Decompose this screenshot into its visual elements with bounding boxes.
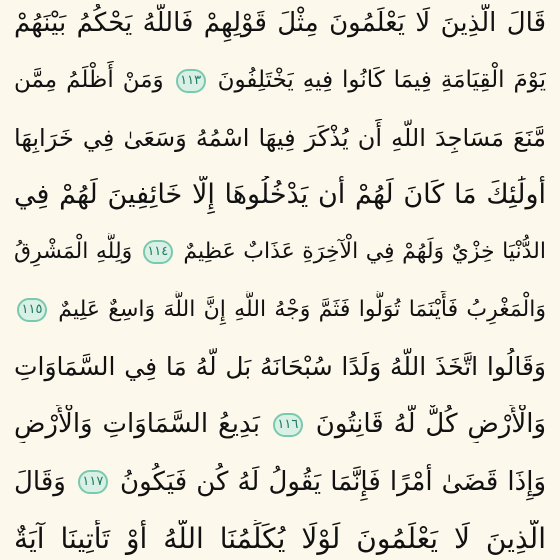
ayah-number-marker: ١١٤ [143, 240, 173, 264]
verse-line-8 [14, 405, 546, 443]
verse-line-6 [14, 291, 546, 329]
line-text: أُولَٰئِكَ مَا كَانَ لَهُمْ أَن يَدْخُلُوهَا إِلَّا خَائِفِينَ لَهُمْ فِي [14, 178, 546, 210]
ayah-number-marker: ١١٧ [78, 470, 108, 494]
verse-line-4 [14, 176, 546, 214]
line-text: مَّنَعَ مَسَاجِدَ اللَّهِ أَن يُذْكَرَ فِيهَا اسْمُهُ وَسَعَىٰ فِي خَرَابِهَا [14, 123, 546, 152]
line-text: وَقَالُوا اتَّخَذَ اللَّهُ وَلَدًا سُبْحَانَهُ بَل لَّهُ مَا فِي السَّمَاوَاتِ [14, 351, 546, 381]
line-text: الدُّنْيَا خِزْيٌ وَلَهُمْ فِي الْآخِرَةِ عَذَابٌ عَظِيمٌ [183, 239, 546, 265]
line-text: يَوْمَ الْقِيَامَةِ فِيمَا كَانُوا فِيهِ يَخْتَلِفُونَ [217, 67, 546, 94]
line-text: وَالْأَرْضِ كُلٌّ لَّهُ قَانِتُونَ [315, 409, 546, 440]
ayah-number-marker: ١١٦ [273, 413, 303, 437]
verse-line-10 [14, 520, 546, 558]
verse-line-9 [14, 463, 546, 501]
line-text: قَالَ الَّذِينَ لَا يَعْلَمُونَ مِثْلَ قَوْلِهِمْ فَاللَّهُ يَحْكُمُ بَيْنَهُمْ [14, 8, 546, 38]
line-text: بَدِيعُ السَّمَاوَاتِ وَالْأَرْضِ [14, 409, 260, 440]
ayah-number-marker: ١١٥ [17, 298, 47, 322]
line-text: وَقَالَ [14, 466, 66, 497]
line-text: وَلِلَّهِ الْمَشْرِقُ [14, 239, 133, 265]
verse-line-3 [14, 119, 546, 157]
line-text: وَمَنْ أَظْلَمُ مِمَّن [14, 67, 164, 94]
verse-line-5 [14, 233, 546, 271]
verse-line-2 [14, 61, 546, 99]
verse-line-1 [14, 4, 546, 42]
verse-lines [14, 0, 546, 560]
line-text: وَالْمَغْرِبُ فَأَيْنَمَا تُوَلُّوا فَثَمَّ وَجْهُ اللَّهِ إِنَّ اللَّهَ وَاسِعٌ عَلِيمٌ [58, 296, 546, 322]
line-text: وَإِذَا قَضَىٰ أَمْرًا فَإِنَّمَا يَقُولُ لَهُ كُن فَيَكُونُ [119, 466, 546, 497]
ayah-number-marker: ١١٣ [176, 69, 206, 93]
verse-line-7 [14, 348, 546, 386]
line-text: الَّذِينَ لَا يَعْلَمُونَ لَوْلَا يُكَلِّمُنَا اللَّهُ أَوْ تَأْتِينَا آيَةٌ [14, 521, 546, 555]
